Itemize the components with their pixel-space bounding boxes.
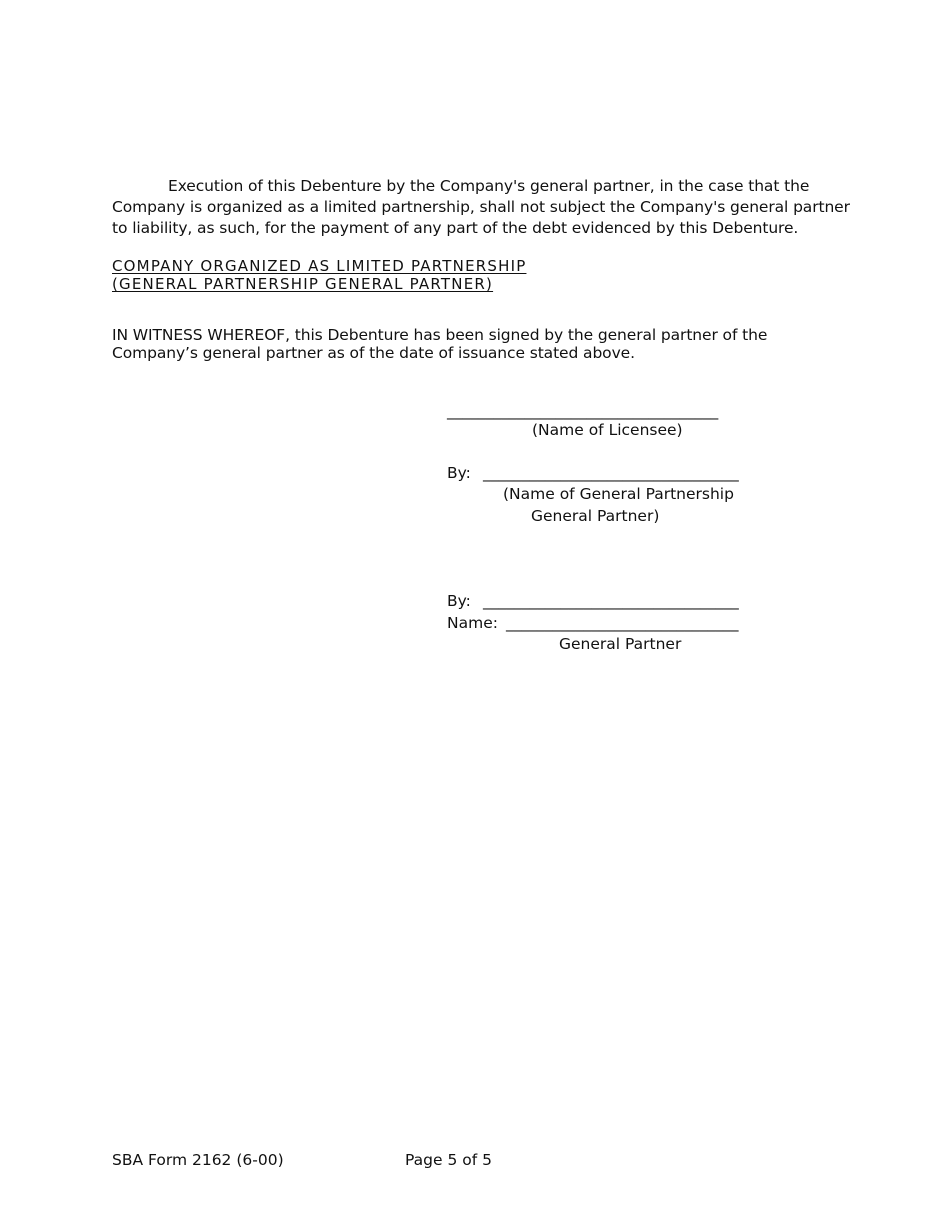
paragraph-line: to liability, as such, for the payment of any part of the debt evidenced by this Debenture. <box>112 219 799 237</box>
licensee-signature-line[interactable]: ___________________________________ <box>447 402 719 420</box>
gp-caption-line2: General Partner) <box>531 507 660 525</box>
form-identifier: SBA Form 2162 (6-00) <box>112 1151 284 1169</box>
section-heading <box>112 257 526 293</box>
partner-signature-line[interactable]: _________________________________ <box>483 592 739 610</box>
liability-paragraph <box>112 176 850 239</box>
by-label-2: By: <box>447 592 471 610</box>
name-label: Name: <box>447 614 498 632</box>
paragraph-line: Execution of this Debenture by the Company's general partner, in the case that the <box>168 177 810 195</box>
witness-clause <box>112 326 767 362</box>
page-number: Page 5 of 5 <box>405 1151 492 1169</box>
by-label-1: By: <box>447 464 471 482</box>
licensee-caption: (Name of Licensee) <box>532 421 683 439</box>
witness-line1: IN WITNESS WHEREOF, this Debenture has been signed by the general partner of the <box>112 326 768 344</box>
name-entry-line[interactable]: ______________________________ <box>506 614 739 632</box>
section-heading-line2: (GENERAL PARTNERSHIP GENERAL PARTNER) <box>112 275 494 293</box>
gp-signature-line[interactable]: _________________________________ <box>483 464 739 482</box>
paragraph-line: Company is organized as a limited partnership, shall not subject the Company's general partner <box>112 198 850 216</box>
general-partner-caption: General Partner <box>559 635 682 653</box>
gp-caption-line1: (Name of General Partnership <box>503 485 734 503</box>
witness-line2: Company’s general partner as of the date of issuance stated above. <box>112 344 635 362</box>
section-heading-line1: COMPANY ORGANIZED AS LIMITED PARTNERSHIP <box>112 257 527 275</box>
